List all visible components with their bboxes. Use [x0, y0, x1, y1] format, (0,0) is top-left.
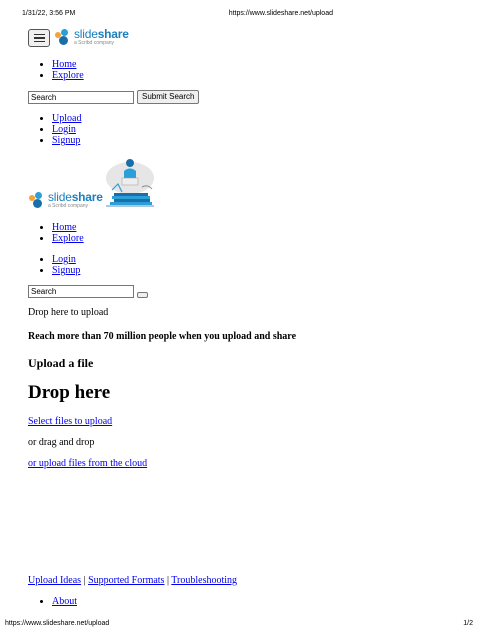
- cloud-upload-link[interactable]: or upload files from the cloud: [28, 458, 148, 469]
- slideshare-logo-secondary[interactable]: [29, 191, 103, 209]
- login-link[interactable]: Login: [52, 254, 76, 265]
- secondary-account-menu: [28, 254, 80, 276]
- upload-heading: Upload a file: [28, 356, 94, 370]
- slideshare-logo-icon: [29, 192, 45, 208]
- select-files-link[interactable]: Select files to upload: [28, 416, 113, 427]
- nav-explore-link[interactable]: Explore: [52, 70, 84, 81]
- search-input[interactable]: [28, 91, 134, 104]
- print-date: 1/31/22, 3:56 PM: [22, 10, 76, 17]
- search-bar: [28, 90, 199, 104]
- signup-link[interactable]: Signup: [52, 265, 81, 276]
- search-button[interactable]: [137, 292, 148, 298]
- primary-nav: [28, 59, 84, 81]
- supported-formats-link[interactable]: Supported Formats: [88, 575, 165, 586]
- footer-separator: |: [83, 575, 86, 586]
- print-page-number: 1/2: [463, 620, 473, 627]
- slideshare-logo-icon: [55, 29, 71, 45]
- about-link[interactable]: About: [52, 596, 77, 607]
- signup-link[interactable]: Signup: [52, 135, 81, 146]
- account-menu: [28, 113, 81, 146]
- slideshare-logo[interactable]: [55, 28, 129, 46]
- menu-button[interactable]: [28, 29, 50, 47]
- nav-home-link[interactable]: Home: [52, 222, 77, 233]
- submit-search-button[interactable]: Submit Search: [137, 90, 199, 104]
- drop-hint: Drop here to upload: [28, 307, 109, 318]
- nav-home-link[interactable]: Home: [52, 59, 77, 70]
- hamburger-icon: [34, 34, 45, 36]
- footer-separator: |: [166, 575, 169, 586]
- reading-illustration: [100, 154, 158, 209]
- reach-message: Reach more than 70 million people when you upload and share: [28, 331, 297, 342]
- nav-explore-link[interactable]: Explore: [52, 233, 84, 244]
- logo-word-bold: share: [71, 190, 103, 204]
- search-bar-secondary: [28, 285, 148, 298]
- logo-word: slide: [48, 190, 72, 204]
- upload-link[interactable]: Upload: [52, 113, 82, 124]
- print-footer-url: https://www.slideshare.net/upload: [5, 620, 110, 627]
- logo-tagline: a Scribd company: [48, 203, 89, 209]
- drag-drop-text: or drag and drop: [28, 437, 95, 448]
- footer-nav: [28, 596, 77, 607]
- logo-tagline: a Scribd company: [74, 40, 115, 46]
- print-url: https://www.slideshare.net/upload: [228, 10, 333, 17]
- upload-ideas-link[interactable]: Upload Ideas: [28, 575, 82, 586]
- drop-zone-heading[interactable]: Drop here: [28, 382, 111, 403]
- logo-word: slide: [74, 27, 98, 41]
- logo-word-bold: share: [97, 27, 129, 41]
- login-link[interactable]: Login: [52, 124, 76, 135]
- search-input[interactable]: [28, 285, 134, 298]
- secondary-nav: [28, 222, 84, 244]
- troubleshooting-link[interactable]: Troubleshooting: [171, 575, 238, 586]
- footer-links: [28, 575, 237, 586]
